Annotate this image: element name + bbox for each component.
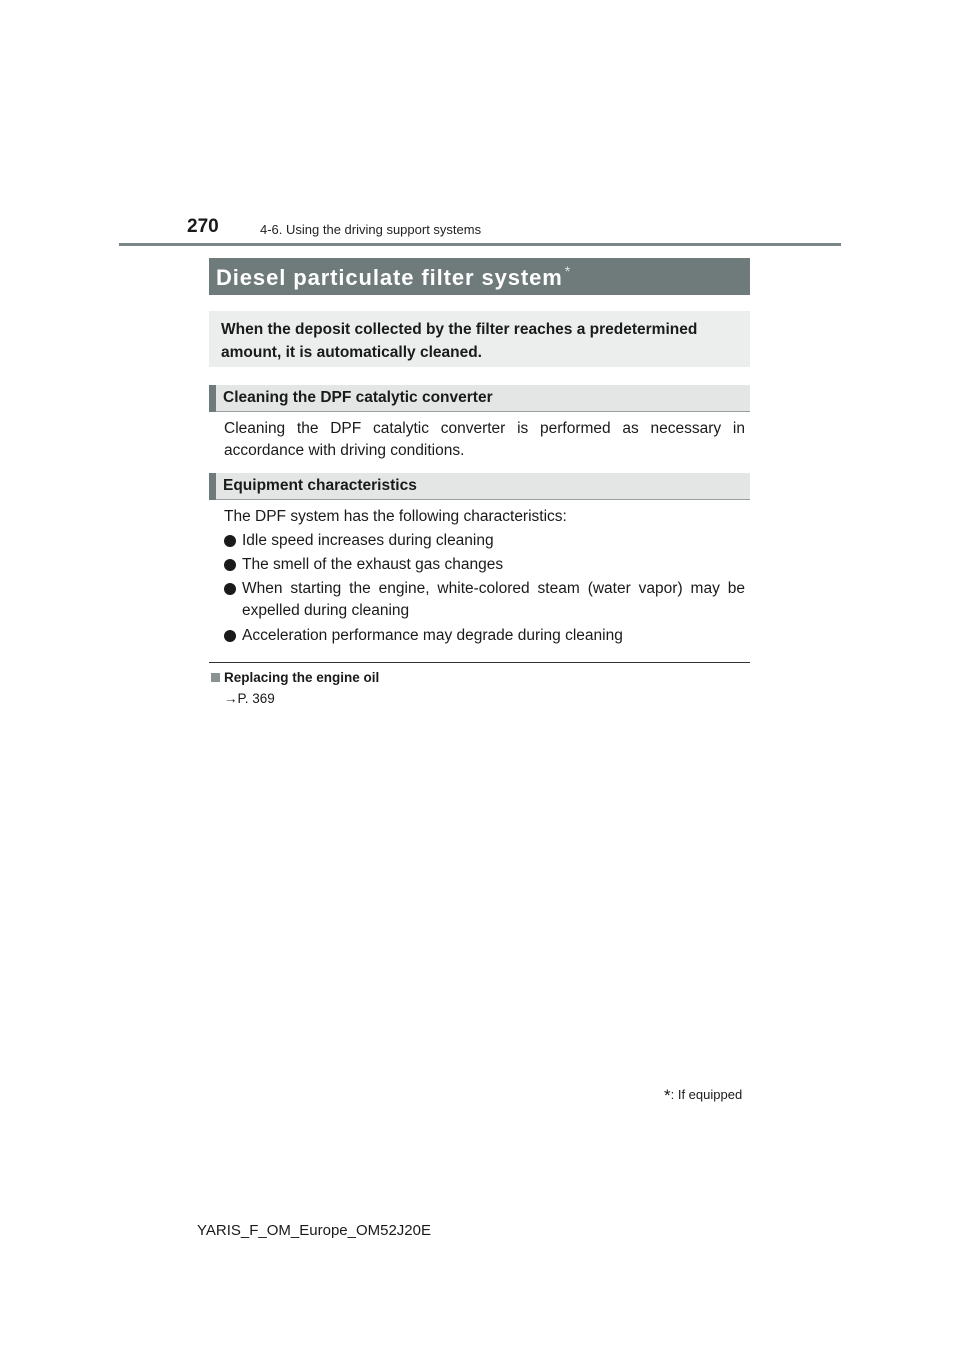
page-title-bar [209, 258, 750, 295]
if-equipped-star: * [564, 263, 572, 279]
equipment-paragraph: The DPF system has the following characteristics: [224, 508, 567, 525]
header-divider [119, 243, 841, 246]
subheading-equipment [209, 473, 750, 500]
subheading-cleaning [209, 385, 750, 412]
bullet-icon [224, 559, 236, 571]
asterisk-icon: * [664, 1086, 671, 1105]
list-item-text: Acceleration performance may degrade during cleaning [242, 627, 623, 644]
arrow-right-icon: → [224, 691, 238, 706]
cleaning-paragraph: Cleaning the DPF catalytic converter is performed as necessary in accordance with driving conditions. [224, 420, 745, 459]
page-number: 270 [187, 216, 219, 237]
square-bullet-icon [211, 673, 220, 682]
bullet-icon [224, 583, 236, 595]
note-heading-text: Replacing the engine oil [224, 670, 380, 685]
subheading-equipment-text: Equipment characteristics [223, 477, 417, 494]
subheading-cleaning-text: Cleaning the DPF catalytic converter [223, 389, 493, 406]
document-code: YARIS_F_OM_Europe_OM52J20E [197, 1222, 432, 1239]
intro-box [209, 311, 750, 367]
section-heading: 4-6. Using the driving support systems [260, 222, 482, 237]
list-item-text: The smell of the exhaust gas changes [242, 556, 504, 573]
page-title-text: Diesel particulate filter system [216, 265, 563, 290]
page-reference-link[interactable] [224, 691, 275, 706]
footnote [664, 1086, 742, 1106]
intro-text: When the deposit collected by the filter reaches a predetermined amount, it is automatically cleaned. [221, 321, 698, 361]
page-title [216, 263, 571, 291]
bullet-icon [224, 630, 236, 642]
list-item-text: When starting the engine, white-colored steam (water vapor) may be expelled during cleaning [242, 580, 745, 619]
footnote-text: : If equipped [670, 1087, 743, 1102]
note-heading [211, 670, 379, 685]
bullet-icon [224, 535, 236, 547]
list-item-text: Idle speed increases during cleaning [242, 532, 494, 549]
note-divider [209, 662, 750, 663]
page-reference-text: P. 369 [237, 691, 275, 706]
